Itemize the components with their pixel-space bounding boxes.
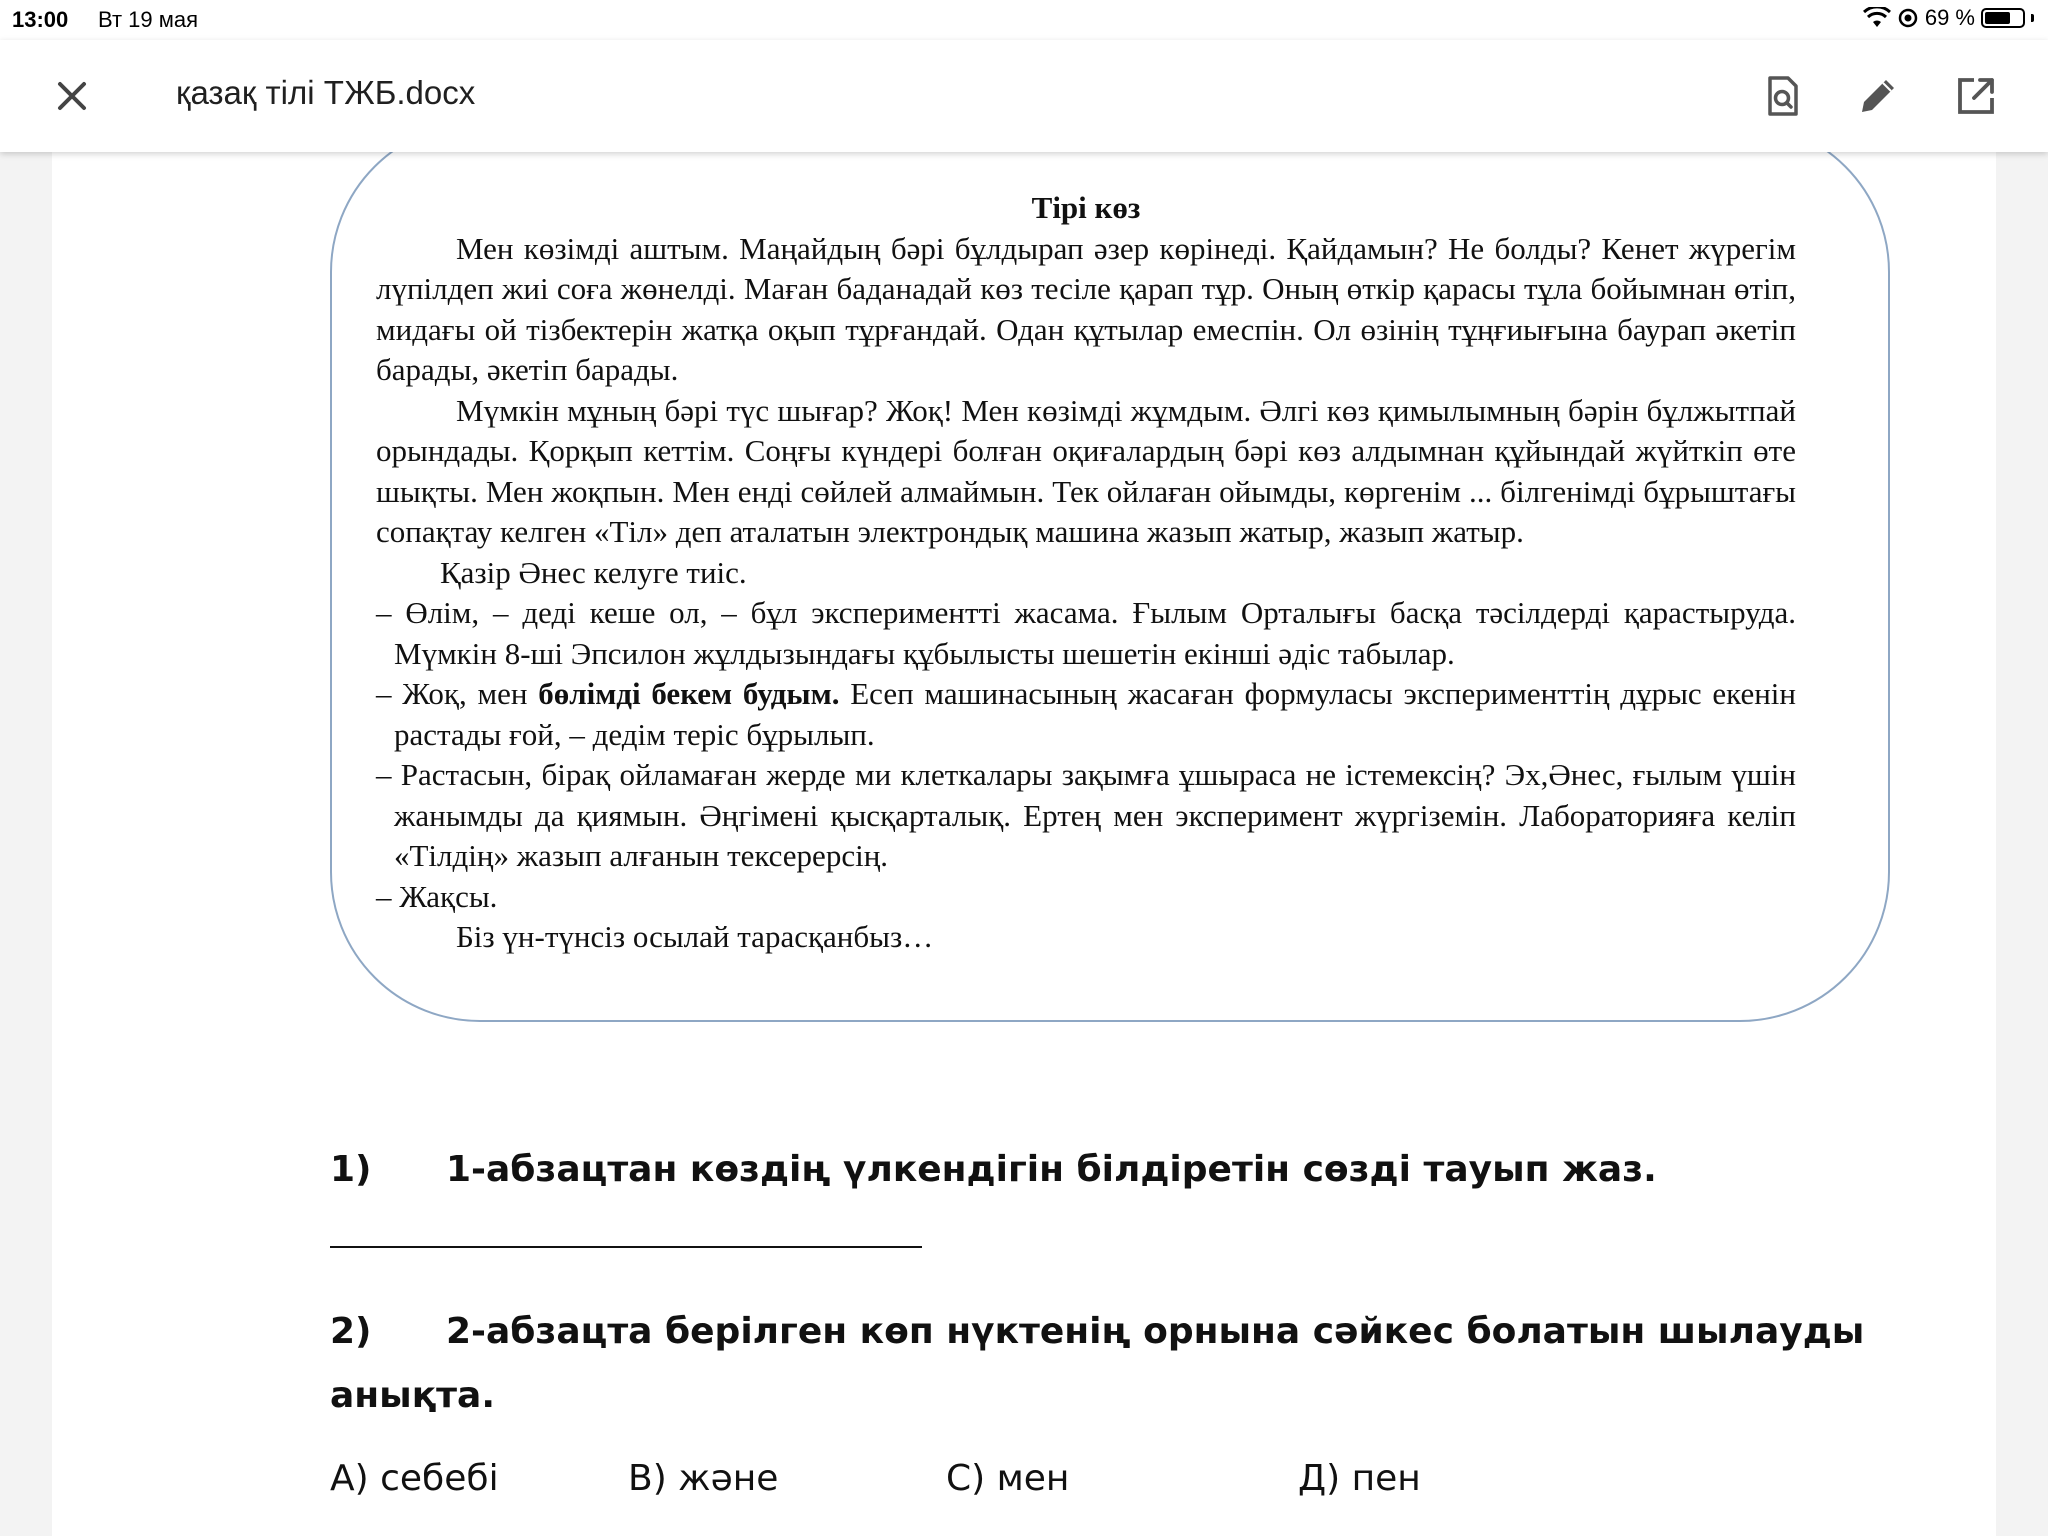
- option-b: В) және: [628, 1458, 779, 1499]
- wifi-icon: [1863, 7, 1891, 29]
- battery-tip: [2031, 14, 2034, 22]
- paragraph-3: Қазір Әнес келуге тиіс.: [440, 554, 747, 590]
- option-c: С) мен: [946, 1458, 1070, 1499]
- answer-line: [330, 1246, 922, 1248]
- dialog-2: – Жоқ, мен бөлімді бекем будым. Есеп машинасының жасаған формуласы эксперименттің дұрыс екенін растады ғой, – дедім теріс бұрылып.: [376, 676, 1796, 752]
- question-2-text: 2-абзацта берілген көп нүктенің орнына сәйкес болатын шылауды: [446, 1311, 1865, 1352]
- status-time: 13:00: [12, 7, 69, 32]
- story-title: Тірі көз: [1031, 190, 1141, 225]
- location-lock-icon: [1897, 7, 1919, 29]
- question-2-text-line2: анықта.: [330, 1375, 495, 1416]
- status-date: Вт 19 мая: [98, 7, 198, 32]
- document-page: [52, 152, 1996, 1536]
- option-d: Д) пен: [1298, 1458, 1421, 1499]
- battery-percent: 69 %: [1924, 5, 1975, 30]
- open-external-icon[interactable]: [1952, 72, 2000, 120]
- paragraph-final: Біз үн-түнсіз осылай тарасқанбыз…: [456, 919, 934, 954]
- question-1: [330, 1138, 1657, 1202]
- status-bar: [0, 0, 2048, 40]
- battery-icon: [1981, 8, 2025, 28]
- paragraph-2: Мүмкін мұның бәрі түс шығар? Жоқ! Мен көзімді жұмдым. Әлгі көз қимылымның бәрін бұлжытпай орындады. Қорқып кеттім. Соңғы күндері болған оқиғалардың бәрі көз алдымнан құйындай жүйткіп өте шықты. Мен жоқпын. Мен енді сөйлей алмаймын. Тек ойлаған ойымды, көргенім ... білгенімді бұрыштағы сопақтау келген «Тіл» деп аталатын электрондық машина жазып жатыр, жазып жатыр.: [376, 392, 1796, 549]
- dialog-3: – Растасын, бірақ ойламаған жерде ми клеткалары зақымға ұшыраса не істемексің? Эх,Әнес, ғылым үшін жанымды да қиямын. Әңгімені қысқарталық. Ертең мен эксперимент жүргіземін. Лабораторияға келіп «Тілдің» жазып алғанын тексерерсің.: [376, 757, 1796, 873]
- search-document-icon[interactable]: [1758, 72, 1806, 120]
- pencil-icon[interactable]: [1854, 72, 1902, 120]
- option-a: А) себебі: [330, 1458, 499, 1499]
- paragraph-1: Мен көзімді аштым. Маңайдың бәрі бұлдырап әзер көрінеді. Қайдамын? Не болды? Кенет жүрегім лүпілдеп жиі соға жөнелді. Маған баданадай көз тесіле қарап тұр. Оның өткір қарасы тұла бойымнан өтіп, мидағы ой тізбектерін жатқа оқып тұрғандай. Одан құтылар емеспін. Ол өзінің тұңғиығына баурап әкетіп барады, әкетіп барады.: [376, 230, 1796, 387]
- document-title: қазақ тілі ТЖБ.docx: [176, 74, 476, 111]
- question-1-text: 1-абзацтан көздің үлкендігін білдіретін сөзді тауып жаз.: [446, 1149, 1657, 1190]
- question-2-number: 2): [330, 1311, 372, 1352]
- status-indicators: [1863, 5, 2034, 31]
- story-text: [376, 188, 1796, 958]
- question-1-number: 1): [330, 1149, 372, 1190]
- close-icon[interactable]: [52, 76, 92, 116]
- dialog-1: – Өлім, – деді кеше ол, – бұл экспериментті жасама. Ғылым Орталығы басқа тәсілдерді қарастыруда. Мүмкін 8-ші Эпсилон жұлдызындағы құбылысты шешетін екінші әдіс табылар.: [376, 595, 1796, 671]
- document-toolbar: [0, 40, 2048, 152]
- question-2: [330, 1300, 1864, 1428]
- dialog-4: – Жақсы.: [376, 878, 498, 914]
